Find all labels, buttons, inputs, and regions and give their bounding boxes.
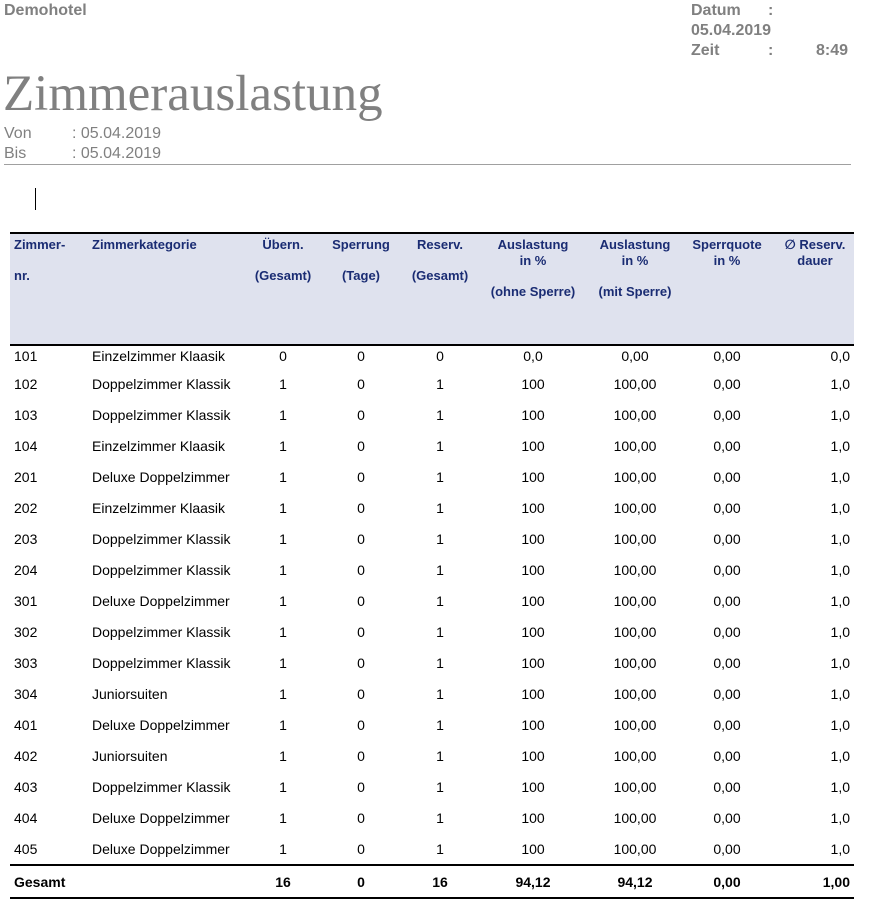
- cell-zimmerkategorie: Doppelzimmer Klassik: [92, 623, 231, 640]
- col-auslastung-ohne-sperre: Auslastung in % (ohne Sperre): [474, 233, 592, 345]
- table-body: [10, 345, 854, 865]
- cell-zimmerkategorie: Deluxe Doppelzimmer: [92, 809, 230, 826]
- cell-dauer: 1,0: [830, 809, 850, 826]
- cell-reserv: 1: [436, 654, 444, 671]
- cell-ausl-ohne: 100: [521, 437, 545, 454]
- cell-dauer: 1,0: [830, 561, 850, 578]
- cell-ausl-ohne: 100: [521, 406, 545, 423]
- von-value: : 05.04.2019: [72, 125, 161, 142]
- cell-sperrquote: 0,00: [713, 716, 741, 733]
- cell-sperrung: 0: [357, 716, 365, 733]
- von-label: Von: [4, 125, 32, 142]
- cell-zimmerkategorie: Juniorsuiten: [92, 747, 168, 764]
- cell-ausl-ohne: 100: [521, 530, 545, 547]
- cell-reserv: 1: [436, 809, 444, 826]
- cell-sperrquote: 0,00: [713, 561, 741, 578]
- cell-reserv: 1: [436, 623, 444, 640]
- cell-sperrung: 0: [357, 468, 365, 485]
- cell-sperrquote: 0,00: [713, 623, 741, 640]
- col-sperrung: Sperrung (Tage): [316, 233, 406, 345]
- cell-reserv: 1: [436, 468, 444, 485]
- cell-ausl-ohne: 100: [521, 468, 545, 485]
- cell-uebern: 1: [279, 747, 287, 764]
- cell-zimmer-nr: 303: [14, 654, 38, 671]
- cell-sperrung: 0: [357, 809, 365, 826]
- cell-ausl-mit: 100,00: [613, 716, 657, 733]
- table-row: [10, 616, 854, 647]
- cell-sperrquote: 0,00: [713, 840, 741, 857]
- table-row: [10, 802, 854, 833]
- table-row: [10, 833, 854, 865]
- cell-uebern: 1: [279, 654, 287, 671]
- cell-zimmerkategorie: Doppelzimmer Klassik: [92, 654, 231, 671]
- cell-sperrung: 0: [357, 406, 365, 423]
- cell-ausl-mit: 100,00: [613, 437, 657, 454]
- cell-reserv: 1: [436, 375, 444, 392]
- cell-ausl-mit: 100,00: [613, 840, 657, 857]
- page-title: Zimmerauslastung: [3, 66, 383, 122]
- cell-sperrung: 0: [357, 685, 365, 702]
- col-reservierungen: Reserv. (Gesamt): [406, 233, 474, 345]
- cell-zimmer-nr: 405: [14, 840, 38, 857]
- cell-sperrung: 0: [357, 623, 365, 640]
- cell-ausl-ohne: 100: [521, 499, 545, 516]
- cell-uebern: 0: [279, 348, 287, 364]
- zeit-label: Zeit: [691, 42, 720, 59]
- cell-zimmerkategorie: Doppelzimmer Klassik: [92, 406, 231, 423]
- cell-sperrquote: 0,00: [713, 499, 741, 516]
- cell-ausl-mit: 100,00: [613, 623, 657, 640]
- totals-sperrquote: 0,00: [678, 865, 776, 898]
- cell-sperrung: 0: [357, 348, 365, 364]
- cell-zimmer-nr: 302: [14, 623, 38, 640]
- cell-dauer: 1,0: [830, 778, 850, 795]
- cell-ausl-ohne: 100: [521, 747, 545, 764]
- cell-ausl-mit: 100,00: [613, 499, 657, 516]
- totals-empty: [88, 865, 250, 898]
- cell-ausl-ohne: 100: [521, 654, 545, 671]
- datum-colon: :: [768, 2, 774, 19]
- cell-dauer: 1,0: [830, 747, 850, 764]
- cell-sperrquote: 0,00: [713, 747, 741, 764]
- cell-sperrung: 0: [357, 778, 365, 795]
- cell-zimmer-nr: 103: [14, 406, 38, 423]
- cell-zimmer-nr: 104: [14, 437, 38, 454]
- cell-dauer: 1,0: [830, 406, 850, 423]
- cell-dauer: 1,0: [830, 375, 850, 392]
- col-auslastung-mit-sperre: Auslastung in % (mit Sperre): [592, 233, 678, 345]
- cell-ausl-mit: 0,00: [621, 348, 649, 364]
- cell-sperrung: 0: [357, 437, 365, 454]
- cell-reserv: 1: [436, 437, 444, 454]
- header-divider: [4, 164, 851, 165]
- cell-sperrquote: 0,00: [713, 375, 741, 392]
- cell-zimmerkategorie: Doppelzimmer Klassik: [92, 778, 231, 795]
- cell-uebern: 1: [279, 809, 287, 826]
- cell-uebern: 1: [279, 468, 287, 485]
- cell-sperrung: 0: [357, 499, 365, 516]
- table-row: [10, 399, 854, 430]
- totals-reserv: 16: [406, 865, 474, 898]
- totals-dauer: 1,00: [776, 865, 854, 898]
- cell-sperrquote: 0,00: [713, 685, 741, 702]
- cell-dauer: 1,0: [830, 530, 850, 547]
- cell-dauer: 1,0: [830, 499, 850, 516]
- cell-reserv: 1: [436, 685, 444, 702]
- table-row: [10, 585, 854, 616]
- cell-reserv: 0: [436, 348, 444, 364]
- cell-reserv: 1: [436, 840, 444, 857]
- cell-uebern: 1: [279, 778, 287, 795]
- cell-sperrung: 0: [357, 654, 365, 671]
- cell-zimmer-nr: 401: [14, 716, 38, 733]
- cell-reserv: 1: [436, 406, 444, 423]
- cell-uebern: 1: [279, 375, 287, 392]
- cell-sperrquote: 0,00: [713, 654, 741, 671]
- cell-ausl-mit: 100,00: [613, 406, 657, 423]
- cell-zimmerkategorie: Deluxe Doppelzimmer: [92, 840, 230, 857]
- cell-zimmer-nr: 202: [14, 499, 38, 516]
- col-zimmerkategorie: Zimmerkategorie: [88, 233, 250, 345]
- table-row: [10, 345, 854, 368]
- cell-zimmer-nr: 301: [14, 592, 38, 609]
- cell-sperrquote: 0,00: [713, 530, 741, 547]
- cell-ausl-ohne: 100: [521, 716, 545, 733]
- cell-zimmerkategorie: Doppelzimmer Klassik: [92, 375, 231, 392]
- cell-zimmerkategorie: Doppelzimmer Klassik: [92, 530, 231, 547]
- cell-zimmer-nr: 102: [14, 375, 38, 392]
- cell-ausl-mit: 100,00: [613, 375, 657, 392]
- col-zimmer-nr: Zimmer- nr.: [10, 233, 88, 345]
- cell-dauer: 1,0: [830, 685, 850, 702]
- totals-ausl-mit: 94,12: [592, 865, 678, 898]
- table-row: [10, 368, 854, 399]
- table-row: [10, 430, 854, 461]
- cell-zimmerkategorie: Deluxe Doppelzimmer: [92, 468, 230, 485]
- cell-zimmerkategorie: Einzelzimmer Klaasik: [92, 437, 226, 454]
- cell-ausl-ohne: 100: [521, 375, 545, 392]
- cell-reserv: 1: [436, 499, 444, 516]
- table-row: [10, 492, 854, 523]
- table-row: [10, 461, 854, 492]
- table-header-row: [10, 233, 854, 345]
- col-sperrquote: Sperrquote in %: [678, 233, 776, 345]
- cell-ausl-ohne: 100: [521, 685, 545, 702]
- table-row: [10, 771, 854, 802]
- cell-ausl-ohne: 100: [521, 840, 545, 857]
- cell-uebern: 1: [279, 530, 287, 547]
- cell-dauer: 1,0: [830, 592, 850, 609]
- cell-uebern: 1: [279, 840, 287, 857]
- cell-ausl-ohne: 100: [521, 778, 545, 795]
- cell-ausl-ohne: 100: [521, 561, 545, 578]
- hotel-name: Demohotel: [4, 2, 87, 19]
- cell-sperrquote: 0,00: [713, 778, 741, 795]
- cell-ausl-mit: 100,00: [613, 747, 657, 764]
- cell-sperrquote: 0,00: [713, 406, 741, 423]
- table-row: [10, 678, 854, 709]
- table-row: [10, 647, 854, 678]
- cell-reserv: 1: [436, 716, 444, 733]
- cell-sperrung: 0: [357, 561, 365, 578]
- cell-zimmer-nr: 203: [14, 530, 38, 547]
- cell-ausl-mit: 100,00: [613, 592, 657, 609]
- cell-zimmer-nr: 101: [14, 348, 38, 364]
- cell-sperrung: 0: [357, 375, 365, 392]
- cell-uebern: 1: [279, 499, 287, 516]
- cell-sperrquote: 0,00: [713, 468, 741, 485]
- cell-ausl-mit: 100,00: [613, 685, 657, 702]
- cell-reserv: 1: [436, 778, 444, 795]
- totals-label: Gesamt: [10, 865, 88, 898]
- col-uebernachtungen: Übern. (Gesamt): [250, 233, 316, 345]
- cell-sperrquote: 0,00: [713, 809, 741, 826]
- cell-dauer: 1,0: [830, 716, 850, 733]
- cell-zimmerkategorie: Deluxe Doppelzimmer: [92, 716, 230, 733]
- cell-dauer: 1,0: [830, 623, 850, 640]
- cell-zimmer-nr: 201: [14, 468, 38, 485]
- cell-dauer: 1,0: [830, 654, 850, 671]
- cell-uebern: 1: [279, 561, 287, 578]
- totals-sperrung: 0: [316, 865, 406, 898]
- cell-ausl-ohne: 100: [521, 809, 545, 826]
- cell-sperrung: 0: [357, 840, 365, 857]
- cell-ausl-mit: 100,00: [613, 809, 657, 826]
- cell-uebern: 1: [279, 592, 287, 609]
- cell-zimmerkategorie: Einzelzimmer Klaasik: [92, 348, 226, 364]
- cell-uebern: 1: [279, 685, 287, 702]
- cell-uebern: 1: [279, 716, 287, 733]
- datum-label: Datum: [691, 2, 741, 19]
- cell-sperrquote: 0,00: [713, 348, 741, 364]
- cell-sperrung: 0: [357, 592, 365, 609]
- totals-uebern: 16: [250, 865, 316, 898]
- col-reservierungsdauer: ∅ Reserv. dauer: [776, 233, 854, 345]
- cell-zimmer-nr: 204: [14, 561, 38, 578]
- table-row: [10, 523, 854, 554]
- cell-ausl-ohne: 0,0: [523, 348, 543, 364]
- cell-ausl-mit: 100,00: [613, 468, 657, 485]
- occupancy-table: [10, 232, 854, 899]
- cell-ausl-mit: 100,00: [613, 654, 657, 671]
- cell-zimmer-nr: 402: [14, 747, 38, 764]
- cell-reserv: 1: [436, 747, 444, 764]
- datum-value: 05.04.2019: [691, 22, 772, 39]
- cell-uebern: 1: [279, 437, 287, 454]
- cell-zimmer-nr: 403: [14, 778, 38, 795]
- cell-ausl-mit: 100,00: [613, 530, 657, 547]
- bis-label: Bis: [4, 145, 27, 162]
- cell-uebern: 1: [279, 406, 287, 423]
- cell-dauer: 1,0: [830, 437, 850, 454]
- cell-uebern: 1: [279, 623, 287, 640]
- cell-dauer: 0,0: [830, 348, 850, 364]
- cell-sperrung: 0: [357, 747, 365, 764]
- zeit-value: 8:49: [815, 42, 848, 59]
- cell-reserv: 1: [436, 592, 444, 609]
- cell-ausl-mit: 100,00: [613, 778, 657, 795]
- cell-dauer: 1,0: [830, 840, 850, 857]
- cell-sperrquote: 0,00: [713, 437, 741, 454]
- cell-zimmerkategorie: Juniorsuiten: [92, 685, 168, 702]
- cell-reserv: 1: [436, 561, 444, 578]
- cell-ausl-mit: 100,00: [613, 561, 657, 578]
- cell-sperrquote: 0,00: [713, 592, 741, 609]
- cell-ausl-ohne: 100: [521, 623, 545, 640]
- zeit-colon: :: [768, 42, 774, 59]
- text-cursor: [35, 188, 36, 210]
- cell-zimmerkategorie: Doppelzimmer Klassik: [92, 561, 231, 578]
- table-row: [10, 554, 854, 585]
- bis-value: : 05.04.2019: [72, 145, 161, 162]
- cell-zimmerkategorie: Einzelzimmer Klaasik: [92, 499, 226, 516]
- table-row: [10, 709, 854, 740]
- totals-ausl-ohne: 94,12: [474, 865, 592, 898]
- cell-zimmer-nr: 304: [14, 685, 38, 702]
- cell-sperrung: 0: [357, 530, 365, 547]
- totals-row: [10, 865, 854, 898]
- cell-dauer: 1,0: [830, 468, 850, 485]
- table-row: [10, 740, 854, 771]
- cell-zimmerkategorie: Deluxe Doppelzimmer: [92, 592, 230, 609]
- cell-zimmer-nr: 404: [14, 809, 38, 826]
- cell-ausl-ohne: 100: [521, 592, 545, 609]
- cell-reserv: 1: [436, 530, 444, 547]
